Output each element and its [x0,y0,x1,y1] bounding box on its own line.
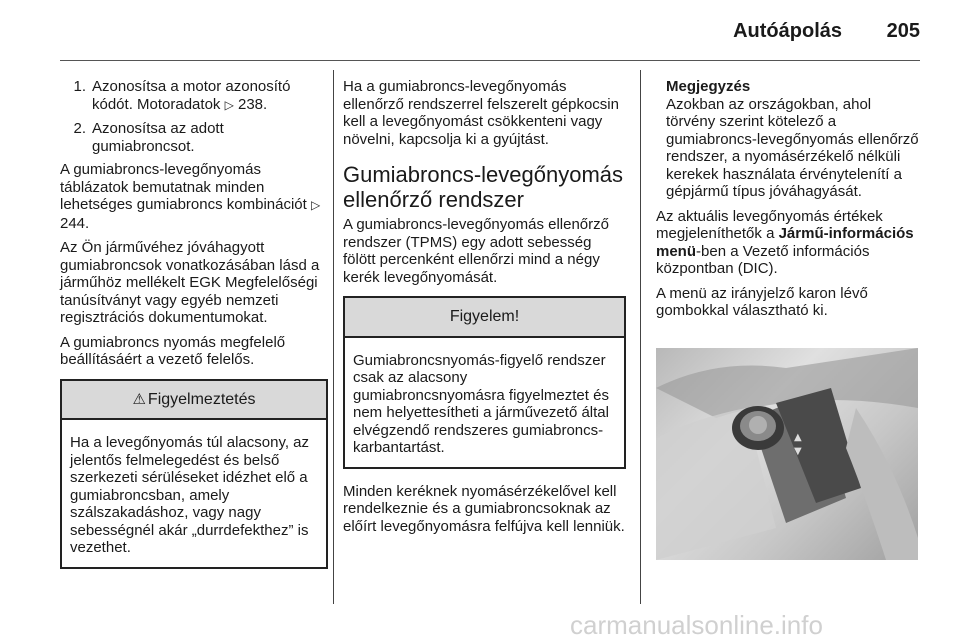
caution-title: Figyelem! [345,298,624,338]
step-text: Azonosítsa az adott gumiabroncsot. [92,120,224,155]
note-body: Azokban az országokban, ahol törvény szerint kötelező a gumiabroncs-levegőnyomás ellenőrző rendszer, a nyomásérzékelő nélküli kerekek használata érvénytelenítí a gépjármű típus jóváhagyását. [666,95,919,200]
paragraph: Ha a gumiabroncs-levegőnyomás ellenőrző rendszerrel felszerelt gépkocsin kell a levegőnyomást csökkenteni vagy növelni, kapcsolja ki a gyújtást. [343,78,619,148]
steps-list [60,78,328,155]
caution-box [343,296,626,469]
reference-arrow-icon: ▷ [224,97,234,112]
step-reference[interactable]: 238. [238,95,268,113]
step-item [60,78,328,114]
watermark: carmanualsonline.info [570,610,823,640]
paragraph: A gumiabroncs-levegőnyomás ellenőrző rendszer (TPMS) egy adott sebesség fölött percenként ellenőrzi mind a négy kerék levegőnyomását. [343,216,609,286]
step-text: Azonosítsa a motor azonosító kódót. Motoradatok ▷ 238. [92,78,291,113]
column-2 [343,78,626,542]
step-number: 2. [73,120,86,137]
turn-signal-lever-photo [656,348,918,560]
svg-text:▼: ▼ [794,446,802,457]
svg-text:▲: ▲ [794,432,802,443]
paragraph: Az aktuális levegőnyomás értékek megjeleníthetők a Jármű-információs menü-ben a Vezető információs központban (DIC). [656,207,914,277]
column-divider-1 [333,70,334,604]
note-block [656,78,920,201]
warning-box [60,379,328,569]
paragraph: A gumiabroncs-levegőnyomás táblázatok bemutatnak minden lehetséges gumiabroncs kombinációt ▷ 244. [60,161,321,232]
column-1 [60,78,328,569]
paragraph: Az Ön járművéhez jóváhagyott gumiabroncsok vonatkozásában lásd a járműhöz mellékelt EGK Megfelelőségi tanúsítványt vagy egyéb nemzeti regisztrációs dokumentumokat. [60,239,320,326]
column-divider-2 [640,70,641,604]
paragraph: A gumiabroncs nyomás megfelelő beállításáért a vezető felelős. [60,333,286,368]
paragraph: A menü az irányjelző karon lévő gombokkal választható ki. [656,284,868,319]
step-number: 1. [73,78,86,95]
warning-header [62,381,326,421]
column-3 [656,78,920,327]
step-item [60,120,328,155]
caution-body: Gumiabroncsnyomás-figyelő rendszer csak az alacsony gumiabroncsnyomásra figyelmeztet és nem helyettesítheti a járművezető által elvégzendő rendszeres gumiabroncs-karbantartást. [353,351,609,456]
page-number: 205 [886,20,920,42]
warning-body: Ha a levegőnyomás túl alacsony, az jelentős felmelegedést és belső szerkezeti sérüléseket idézhet elő a gumiabroncsban, amely szálszakadáshoz, vagy nagy sebességnél akár „durrdefekthez” is vezethet. [70,434,310,556]
menu-name: Jármű-információs menü [656,225,914,260]
section-title: Gumiabroncs-levegőnyomás ellenőrző rendszer [343,162,624,212]
paragraph: Minden keréknek nyomásérzékelővel kell rendelkeznie és a gumiabroncsoknak az előírt levegőnyomásra felfújva kell lenniük. [343,482,625,535]
reference-arrow-icon: ▷ [310,198,321,212]
note-title: Megjegyzés [666,78,751,95]
page-reference[interactable]: 244. [60,214,90,232]
warning-title: Figyelmeztetés [147,390,256,408]
lever-illustration [656,348,918,560]
header-rule [60,60,920,61]
warning-triangle-icon: ⚠ [132,390,146,408]
header-title: Autóápolás [733,20,842,42]
